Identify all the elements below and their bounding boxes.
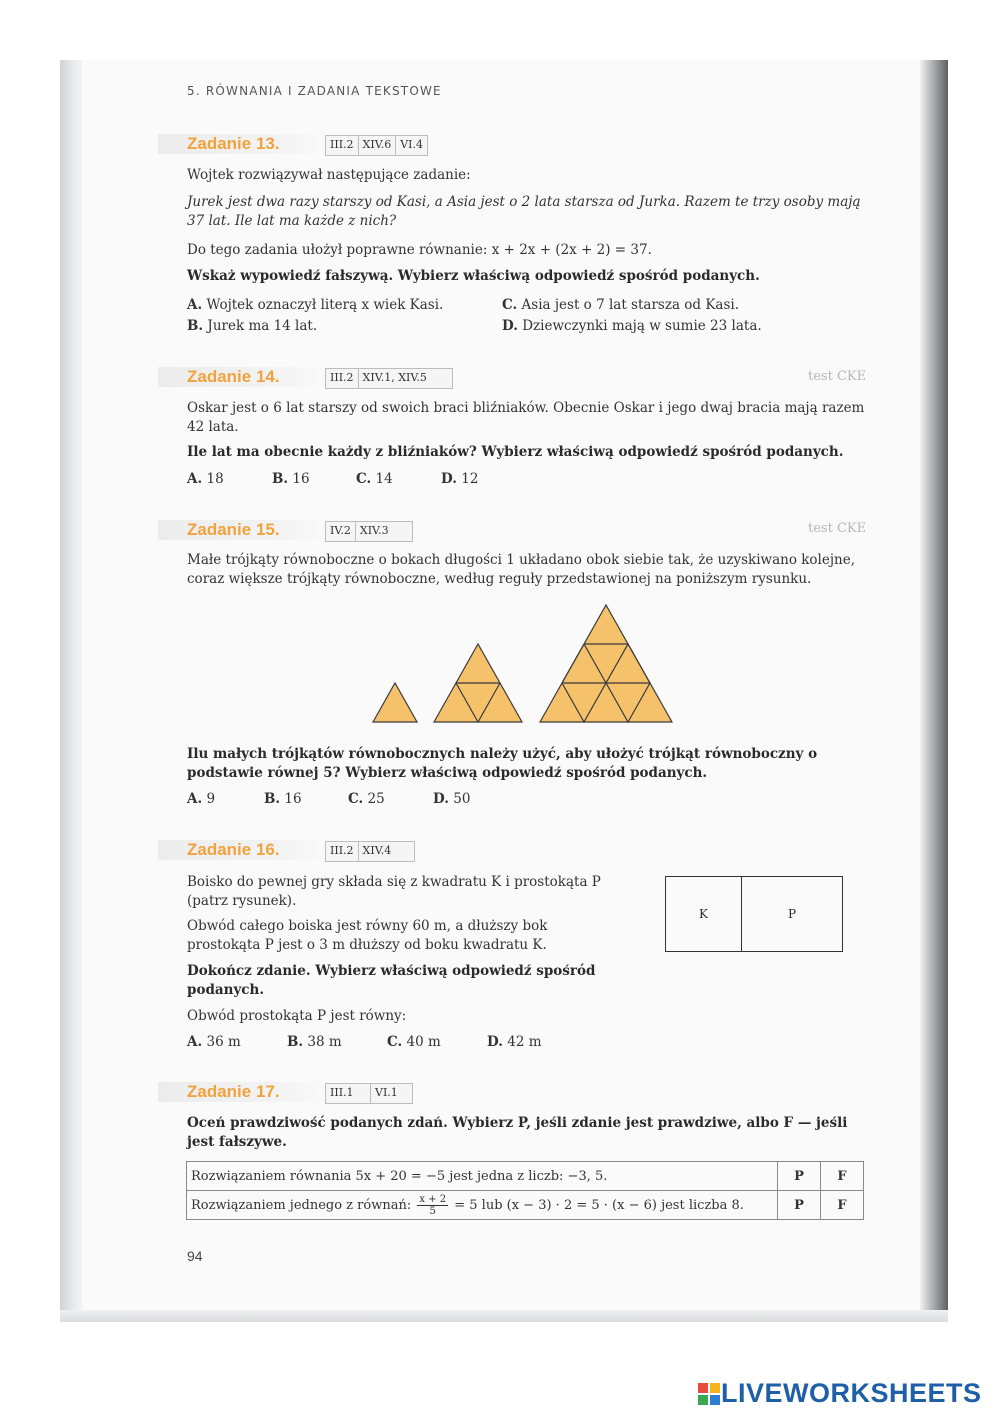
task-14-tags xyxy=(325,368,453,389)
logo-icon xyxy=(697,1382,721,1406)
task-15-option-b[interactable]: B. 16 xyxy=(264,791,302,807)
table-row xyxy=(187,1162,864,1191)
task-17-instruction: Oceń prawdziwość podanych zdań. Wybierz P, jeśli zdanie jest prawdziwe, albo F — jeśli jest fałszywe. xyxy=(187,1115,848,1150)
page-edge xyxy=(920,60,948,1322)
tag: XIV.1, XIV.5 xyxy=(362,371,427,384)
logo-text: LIVEWORKSHEETS xyxy=(721,1378,982,1408)
triangle-size-2 xyxy=(434,644,522,722)
tag: III.2 xyxy=(326,136,359,155)
statement-1: Rozwiązaniem równania 5x + 20 = −5 jest jedna z liczb: −3, 5. xyxy=(187,1162,778,1191)
task-16-text-2: Obwód całego boiska jest równy 60 m, a dłuższy bok prostokąta P jest o 3 m dłuższy od boku kwadratu K. xyxy=(187,918,548,953)
tag: VI.4 xyxy=(400,138,424,151)
task-16-stem: Obwód prostokąta P jest równy: xyxy=(187,1008,407,1024)
task-14-option-c[interactable]: C. 14 xyxy=(356,471,393,487)
task-15-option-d[interactable]: D. 50 xyxy=(433,791,471,807)
task-14-source: test CKE xyxy=(808,369,867,384)
task-15-source: test CKE xyxy=(808,521,867,536)
fraction: $\frac{x + 2}{5}$ xyxy=(419,1193,447,1217)
page-gutter xyxy=(60,60,82,1322)
statement-2: Rozwiązaniem jednego z równań: $\frac{x + 2}{5}$ = 5 lub (x − 3) · 2 = 5 · (x − 6) jest liczba 8. xyxy=(187,1191,778,1220)
task-16-text-1: Boisko do pewnej gry składa się z kwadratu K i prostokąta P (patrz rysunek). xyxy=(187,874,601,909)
true-choice-2[interactable]: P xyxy=(778,1191,821,1220)
task-15-option-c[interactable]: C. 25 xyxy=(348,791,385,807)
task-13-problem: Jurek jest dwa razy starszy od Kasi, a Asia jest o 2 lata starsza od Jurka. Razem te trzy osoby mają 37 lat. Ile lat ma każde z nich? xyxy=(187,194,861,229)
chapter-header: 5. RÓWNANIA I ZADANIA TEKSTOWE xyxy=(187,84,442,98)
task-17-title: Zadanie 17. xyxy=(187,1082,280,1101)
false-choice-1[interactable]: F xyxy=(821,1162,864,1191)
task-15-option-a[interactable]: A. 9 xyxy=(187,791,216,807)
triangle-size-1 xyxy=(373,683,417,722)
task-16-tags xyxy=(325,841,415,862)
task-16-title: Zadanie 16. xyxy=(187,840,280,859)
task-13-title: Zadanie 13. xyxy=(187,134,280,153)
task-14-option-a[interactable]: A. 18 xyxy=(187,471,224,487)
page-number: 94 xyxy=(187,1248,203,1264)
true-choice-1[interactable]: P xyxy=(778,1162,821,1191)
task-15-instruction: Ilu małych trójkątów równobocznych należy użyć, aby ułożyć trójkąt równoboczny o podstawie równej 5? Wybierz właściwą odpowiedź spośród podanych. xyxy=(187,746,818,781)
task-13-instruction: Wskaż wypowiedź fałszywą. Wybierz właściwą odpowiedź spośród podanych. xyxy=(187,268,760,284)
field-figure xyxy=(665,876,843,952)
task-15-text: Małe trójkąty równoboczne o bokach długości 1 układano obok siebie tak, że uzyskiwano kolejne, coraz większe trójkąty równoboczne, według reguły przedstawionej na poniższym rysunku. xyxy=(187,552,856,587)
tag: XIV.4 xyxy=(362,844,392,857)
triangle-size-3 xyxy=(540,605,672,722)
task-14-option-d[interactable]: D. 12 xyxy=(441,471,479,487)
task-17-tags xyxy=(325,1083,413,1104)
tag: III.1 xyxy=(326,1084,371,1103)
tag: XIV.3 xyxy=(359,524,389,537)
triangles-figure xyxy=(370,600,690,726)
tag: III.2 xyxy=(326,369,359,388)
tag: IV.2 xyxy=(326,522,356,541)
page-bottom-edge xyxy=(60,1310,948,1322)
false-choice-2[interactable]: F xyxy=(821,1191,864,1220)
task-16-option-c[interactable]: C. 40 m xyxy=(387,1034,441,1050)
task-13-option-b[interactable]: B. Jurek ma 14 lat. xyxy=(187,318,318,334)
task-13-intro: Wojtek rozwiązywał następujące zadanie: xyxy=(187,167,471,183)
square-k: K xyxy=(666,877,742,951)
task-14-text: Oskar jest o 6 lat starszy od swoich braci bliźniaków. Obecnie Oskar i jego dwaj bracia mają razem 42 lata. xyxy=(187,400,865,435)
task-13-option-d[interactable]: D. Dziewczynki mają w sumie 23 lata. xyxy=(502,318,762,334)
task-14-instruction: Ile lat ma obecnie każdy z bliźniaków? Wybierz właściwą odpowiedź spośród podanych. xyxy=(187,444,844,460)
table-row xyxy=(187,1191,864,1220)
task-16-option-d[interactable]: D. 42 m xyxy=(487,1034,542,1050)
task-16-instruction: Dokończ zdanie. Wybierz właściwą odpowiedź spośród podanych. xyxy=(187,963,596,998)
rectangle-p: P xyxy=(787,907,797,921)
task-16-option-a[interactable]: A. 36 m xyxy=(187,1034,241,1050)
task-13-option-c[interactable]: C. Asia jest o 7 lat starsza od Kasi. xyxy=(502,297,740,313)
task-14-title: Zadanie 14. xyxy=(187,367,280,386)
task-13-option-a[interactable]: A. Wojtek oznaczył literą x wiek Kasi. xyxy=(187,297,444,313)
task-13-equation: Do tego zadania ułożył poprawne równanie: x + 2x + (2x + 2) = 37. xyxy=(187,242,652,258)
task-15-title: Zadanie 15. xyxy=(187,520,280,539)
task-15-tags xyxy=(325,521,413,542)
task-14-option-b[interactable]: B. 16 xyxy=(272,471,310,487)
liveworksheets-logo xyxy=(697,1378,982,1409)
tag: III.2 xyxy=(326,842,359,861)
true-false-table xyxy=(186,1161,864,1220)
tag: VI.1 xyxy=(375,1086,398,1099)
task-16-option-b[interactable]: B. 38 m xyxy=(287,1034,342,1050)
task-13-tags xyxy=(325,135,428,156)
tag: XIV.6 xyxy=(359,136,397,155)
